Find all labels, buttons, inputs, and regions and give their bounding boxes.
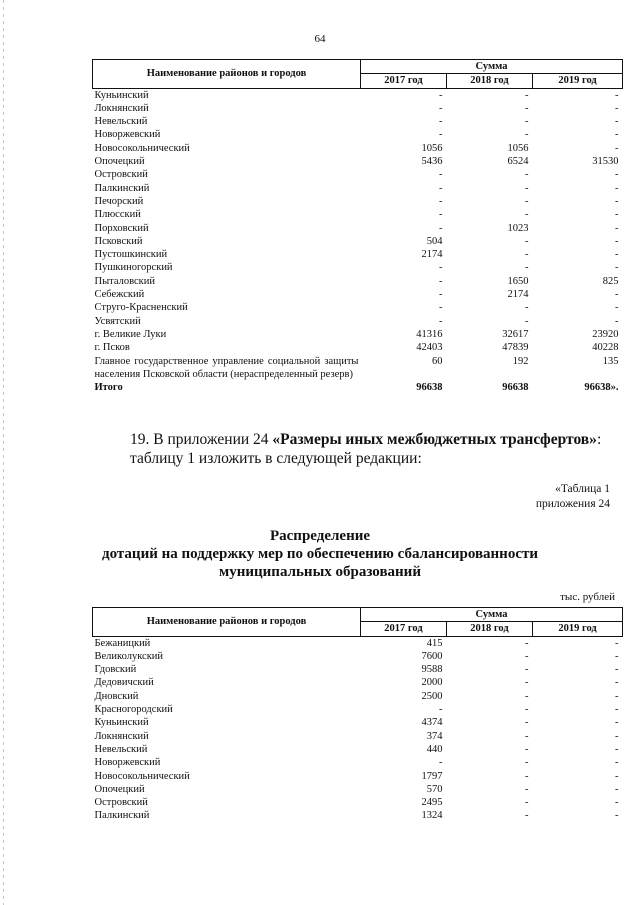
table-row (93, 636, 623, 650)
value-2018: - (525, 757, 529, 769)
value-2019: - (615, 116, 619, 128)
row-name: Печорский (94, 195, 144, 207)
value-2019: 23920 (592, 328, 619, 340)
table-reference-line2: приложения 24 (535, 498, 610, 510)
value-2019: - (615, 209, 619, 221)
table-row (93, 155, 623, 168)
amendment-paragraph (130, 430, 625, 468)
value-2017: - (439, 757, 443, 769)
value-2018: - (525, 783, 529, 795)
value-2018: 32617 (502, 328, 529, 340)
value-2019: - (615, 637, 619, 649)
table-top (92, 59, 623, 394)
paragraph-tail: : таблицу 1 изложить в следующей редакции: (130, 431, 602, 467)
table-row (93, 115, 623, 128)
row-name: Куньинский (94, 89, 149, 101)
value-2019: - (615, 315, 619, 327)
table-row (93, 381, 623, 394)
value-2017: 96638 (416, 381, 443, 393)
value-2018: 96638 (502, 381, 529, 393)
units-label: тыс. рублей (560, 591, 615, 603)
table-row (93, 261, 623, 274)
value-2019: - (615, 677, 619, 689)
value-2017: - (439, 289, 443, 301)
value-2017: - (439, 169, 443, 181)
value-2018: - (525, 116, 529, 128)
table-row (93, 328, 623, 341)
value-2017: - (439, 222, 443, 234)
row-name: Дедовичский (94, 677, 154, 689)
value-2018: - (525, 717, 529, 729)
heading-line3: муниципальных образований (219, 564, 421, 580)
table-row (93, 195, 623, 208)
value-2017: 1056 (421, 142, 443, 154)
value-2019: - (615, 757, 619, 769)
table-row (93, 301, 623, 314)
value-2018: - (525, 262, 529, 274)
row-name: Новосокольнический (94, 770, 190, 782)
value-2018: - (525, 743, 529, 755)
row-name: Невельский (94, 116, 148, 128)
value-2018: - (525, 302, 529, 314)
row-name: Новоржевский (94, 129, 161, 141)
row-name: г. Великие Луки (94, 328, 167, 340)
table-row (93, 315, 623, 328)
table-row (93, 756, 623, 769)
table-row (93, 809, 623, 822)
row-name: Островский (94, 797, 148, 809)
value-2019: - (615, 770, 619, 782)
value-2019: - (615, 730, 619, 742)
column-header-sum: Сумма (361, 608, 623, 622)
row-name: Опочецкий (94, 783, 145, 795)
row-name: Псковский (94, 235, 143, 247)
value-2017: 1797 (421, 770, 443, 782)
row-name: Бежаницкий (94, 637, 151, 649)
table-row (93, 690, 623, 703)
paragraph-lead: 19. В приложении 24 (130, 431, 273, 448)
value-2019: - (615, 302, 619, 314)
value-2018: - (525, 730, 529, 742)
heading-line2: дотаций на поддержку мер по обеспечению сбалансированности (101, 546, 538, 562)
value-2018: 6524 (507, 156, 529, 168)
row-name: Локнянский (94, 102, 149, 114)
page-number: 64 (314, 33, 326, 45)
row-name: Усвятский (94, 315, 141, 327)
value-2018: - (525, 89, 529, 101)
value-2019: - (615, 235, 619, 247)
value-2017: 2495 (421, 797, 443, 809)
heading-line1: Распределение (269, 528, 371, 544)
value-2019: - (615, 249, 619, 261)
value-2018: - (525, 235, 529, 247)
table-row (93, 743, 623, 756)
value-2018: - (525, 797, 529, 809)
row-name: Итого (94, 381, 123, 393)
row-name: Гдовский (94, 664, 137, 676)
value-2019: - (615, 182, 619, 194)
value-2018: 1650 (507, 275, 529, 287)
table-row (93, 663, 623, 676)
table-row (93, 730, 623, 743)
value-2018: - (525, 770, 529, 782)
section-heading (0, 527, 640, 581)
value-2019: - (615, 650, 619, 662)
value-2019: - (615, 129, 619, 141)
value-2017: 2174 (421, 249, 443, 261)
column-header-2017: 2017 год (361, 622, 447, 636)
table-row (93, 650, 623, 663)
value-2017: - (439, 302, 443, 314)
table-row (93, 208, 623, 221)
row-name: Невельский (94, 743, 148, 755)
value-2017: - (439, 195, 443, 207)
value-2019: - (615, 262, 619, 274)
table-row (93, 676, 623, 689)
value-2019: 825 (602, 275, 619, 287)
table-row (93, 235, 623, 248)
value-2019: - (615, 664, 619, 676)
value-2017: 9588 (421, 664, 443, 676)
table-bottom (92, 607, 623, 823)
value-2018: - (525, 664, 529, 676)
column-header-2018: 2018 год (447, 622, 533, 636)
value-2018: 47839 (502, 342, 529, 354)
table-top-body (93, 88, 623, 394)
column-header-name: Наименование районов и городов (93, 60, 361, 89)
value-2018: - (525, 169, 529, 181)
value-2017: 440 (426, 743, 443, 755)
table-row (93, 355, 623, 381)
value-2017: 5436 (421, 156, 443, 168)
value-2019: 96638». (584, 381, 619, 393)
row-name: Главное государственное управление социальной защиты населения Псковской области (нераспределенный резерв) (94, 355, 359, 380)
value-2017: 60 (432, 355, 443, 367)
column-header-2019: 2019 год (533, 622, 623, 636)
value-2018: - (525, 102, 529, 114)
table-row (93, 88, 623, 102)
row-name: Опочецкий (94, 156, 145, 168)
scan-edge (3, 0, 4, 905)
value-2019: - (615, 89, 619, 101)
table-row (93, 341, 623, 354)
value-2018: - (525, 129, 529, 141)
value-2017: - (439, 209, 443, 221)
value-2017: - (439, 102, 443, 114)
table-row (93, 783, 623, 796)
value-2018: - (525, 704, 529, 716)
value-2017: 2000 (421, 677, 443, 689)
value-2019: - (615, 717, 619, 729)
value-2018: - (525, 195, 529, 207)
value-2017: - (439, 275, 443, 287)
value-2018: - (525, 182, 529, 194)
value-2017: 7600 (421, 650, 443, 662)
value-2019: - (615, 743, 619, 755)
row-name: Порховский (94, 222, 149, 234)
value-2017: - (439, 116, 443, 128)
value-2019: - (615, 222, 619, 234)
table-row (93, 182, 623, 195)
value-2019: - (615, 690, 619, 702)
row-name: Палкинский (94, 810, 150, 822)
value-2017: - (439, 262, 443, 274)
value-2019: - (615, 783, 619, 795)
value-2018: 1023 (507, 222, 529, 234)
row-name: Пустошкинский (94, 249, 168, 261)
table-reference-line1: «Таблица 1 (555, 483, 610, 495)
column-header-2018: 2018 год (447, 74, 533, 88)
value-2019: 40228 (592, 342, 619, 354)
value-2017: - (439, 182, 443, 194)
value-2018: - (525, 810, 529, 822)
paragraph-bold-title: «Размеры иных межбюджетных трансфертов» (272, 431, 597, 448)
value-2017: 570 (426, 783, 443, 795)
row-name: Палкинский (94, 182, 150, 194)
value-2018: - (525, 637, 529, 649)
value-2019: - (615, 810, 619, 822)
value-2017: 2500 (421, 690, 443, 702)
table-row (93, 796, 623, 809)
table-row (93, 248, 623, 261)
value-2018: - (525, 650, 529, 662)
row-name: Плюсский (94, 209, 141, 221)
value-2017: 41316 (416, 328, 443, 340)
column-header-sum: Сумма (361, 60, 623, 74)
column-header-2017: 2017 год (361, 74, 447, 88)
column-header-name: Наименование районов и городов (93, 608, 361, 637)
table-row (93, 770, 623, 783)
value-2019: - (615, 102, 619, 114)
value-2017: 374 (426, 730, 443, 742)
value-2017: 415 (426, 637, 443, 649)
value-2017: 1324 (421, 810, 443, 822)
value-2019: - (615, 289, 619, 301)
value-2018: 1056 (507, 142, 529, 154)
row-name: Пушкиногорский (94, 262, 173, 274)
table-row (93, 142, 623, 155)
row-name: Пыталовский (94, 275, 155, 287)
table-bottom-body (93, 636, 623, 823)
row-name: Великолукский (94, 650, 164, 662)
table-row (93, 102, 623, 115)
value-2017: - (439, 129, 443, 141)
table-row (93, 275, 623, 288)
table-row (93, 222, 623, 235)
value-2019: - (615, 704, 619, 716)
value-2017: 504 (426, 235, 443, 247)
value-2019: - (615, 142, 619, 154)
table-row (93, 703, 623, 716)
value-2018: - (525, 677, 529, 689)
value-2019: - (615, 169, 619, 181)
row-name: Дновский (94, 690, 139, 702)
value-2019: 135 (602, 355, 619, 367)
row-name: Себежский (94, 289, 145, 301)
value-2018: - (525, 315, 529, 327)
column-header-2019: 2019 год (533, 74, 623, 88)
value-2017: - (439, 704, 443, 716)
table-row (93, 716, 623, 729)
row-name: Куньинский (94, 717, 149, 729)
row-name: Струго-Красненский (94, 302, 188, 314)
value-2019: - (615, 797, 619, 809)
table-row (93, 128, 623, 141)
value-2018: 192 (512, 355, 529, 367)
value-2017: - (439, 315, 443, 327)
value-2017: 42403 (416, 342, 443, 354)
value-2018: - (525, 690, 529, 702)
table-reference (536, 482, 610, 512)
row-name: г. Псков (94, 342, 130, 354)
row-name: Новоржевский (94, 757, 161, 769)
value-2018: - (525, 249, 529, 261)
row-name: Красногородский (94, 704, 173, 716)
row-name: Новосокольнический (94, 142, 190, 154)
row-name: Локнянский (94, 730, 149, 742)
value-2018: - (525, 209, 529, 221)
value-2017: 4374 (421, 717, 443, 729)
table-row (93, 288, 623, 301)
value-2018: 2174 (507, 289, 529, 301)
value-2017: - (439, 89, 443, 101)
value-2019: 31530 (592, 156, 619, 168)
row-name: Островский (94, 169, 148, 181)
value-2019: - (615, 195, 619, 207)
table-row (93, 168, 623, 181)
